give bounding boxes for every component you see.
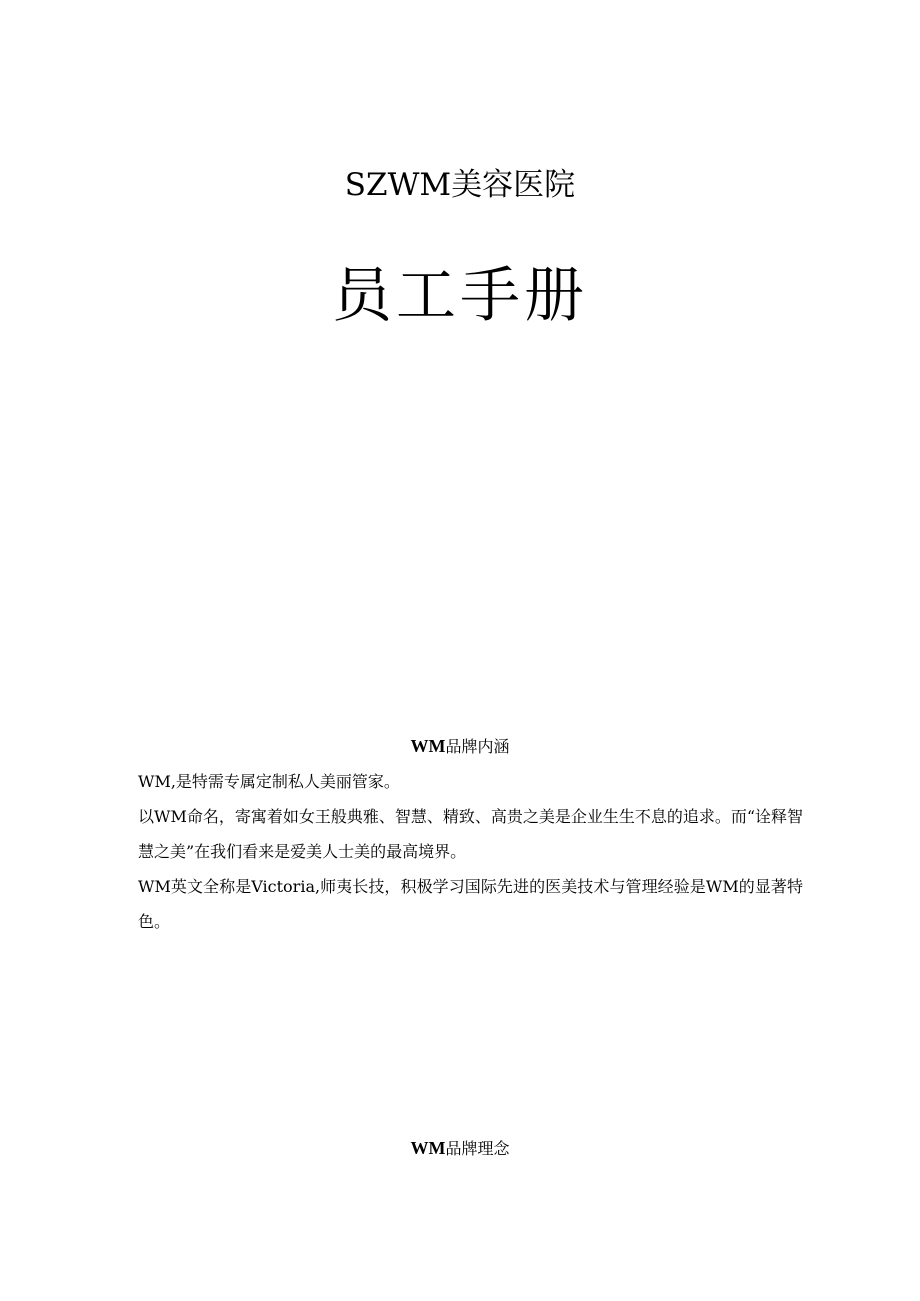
section-heading-brand: WM bbox=[410, 1138, 446, 1158]
paragraph: WM,是特需专属定制私人美丽管家。 bbox=[138, 772, 400, 791]
section-heading-text: 品牌理念 bbox=[445, 1139, 510, 1158]
section-heading-brand-connotation bbox=[0, 734, 920, 759]
paragraph: 以WM命名，寄寓着如女王般典雅、智慧、精致、高贵之美是企业生生不息的追求。而“诠释智慧之美”在我们看来是爱美人士美的最高境界。 bbox=[138, 807, 804, 861]
hospital-name: SZWM美容医院 bbox=[344, 167, 576, 203]
section-body-brand-connotation bbox=[138, 764, 803, 939]
document-title: 员工手册 bbox=[332, 261, 588, 331]
paragraph: WM英文全称是Victoria,师夷长技，积极学习国际先进的医美技术与管理经验是WM的显著特色。 bbox=[138, 877, 803, 931]
section-heading-brand: WM bbox=[410, 736, 446, 756]
section-heading-brand-philosophy bbox=[0, 1136, 920, 1161]
section-heading-text: 品牌内涵 bbox=[445, 737, 510, 756]
